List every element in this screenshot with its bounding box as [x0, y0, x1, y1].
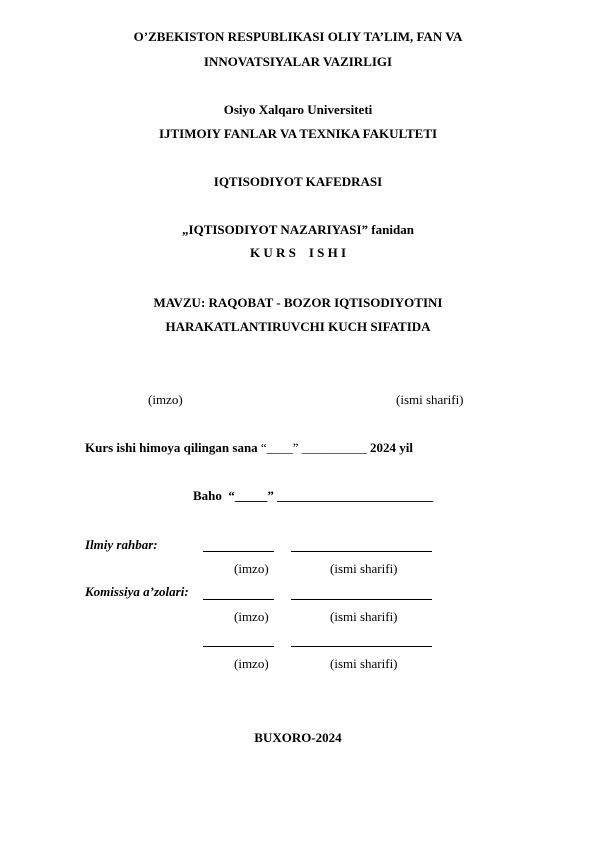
city-year: BUXORO-2024: [254, 730, 342, 745]
grade-label: Baho: [193, 488, 222, 503]
supervisor-imzo-caption: (imzo): [234, 561, 269, 576]
defense-date-line: [85, 440, 413, 456]
supervisor-imzo-line: [203, 551, 274, 552]
defense-date-blank: “____” __________: [260, 440, 367, 455]
grade-line: [193, 488, 433, 504]
department-name: IQTISODIYOT KAFEDRASI: [213, 174, 383, 189]
topic-line-2: HARAKATLANTIRUVCHI KUCH SIFATIDA: [165, 319, 431, 334]
grade-blank-open: “_____”: [228, 488, 274, 503]
ministry-line-2: INNOVATSIYALAR VAZIRLIGI: [203, 54, 393, 69]
ministry-line-1: O’ZBEKISTON RESPUBLIKASI OLIY TA’LIM, FAN VA: [133, 29, 463, 44]
commission-label: Komissiya a’zolari:: [85, 584, 189, 599]
supervisor-label: Ilmiy rahbar:: [85, 537, 158, 552]
university-name: Osiyo Xalqaro Universiteti: [223, 102, 373, 117]
commission-1-imzo-caption: (imzo): [234, 609, 269, 624]
grade-blank-line: ________________________: [277, 488, 434, 503]
topic-line-1: MAVZU: RAQOBAT - BOZOR IQTISODIYOTINI: [153, 295, 443, 310]
defense-year: 2024 yil: [369, 440, 413, 455]
commission-2-ismi-caption: (ismi sharifi): [330, 656, 398, 671]
commission-2-imzo-caption: (imzo): [234, 656, 269, 671]
supervisor-ismi-caption: (ismi sharifi): [330, 561, 398, 576]
faculty-name: IJTIMOIY FANLAR VA TEXNIKA FAKULTETI: [158, 126, 438, 141]
defense-label: Kurs ishi himoya qilingan sana: [85, 440, 258, 455]
commission-1-ismi-line: [291, 599, 432, 600]
commission-2-imzo-line: [203, 646, 274, 647]
commission-2-ismi-line: [291, 646, 432, 647]
course-work-title: K U R S I S H I: [249, 245, 347, 260]
commission-1-imzo-line: [203, 599, 274, 600]
supervisor-ismi-line: [291, 551, 432, 552]
ismi-caption-top: (ismi sharifi): [396, 392, 464, 407]
imzo-caption-top: (imzo): [148, 392, 183, 407]
commission-1-ismi-caption: (ismi sharifi): [330, 609, 398, 624]
course-subject: „IQTISODIYOT NAZARIYASI” fanidan: [182, 222, 414, 237]
